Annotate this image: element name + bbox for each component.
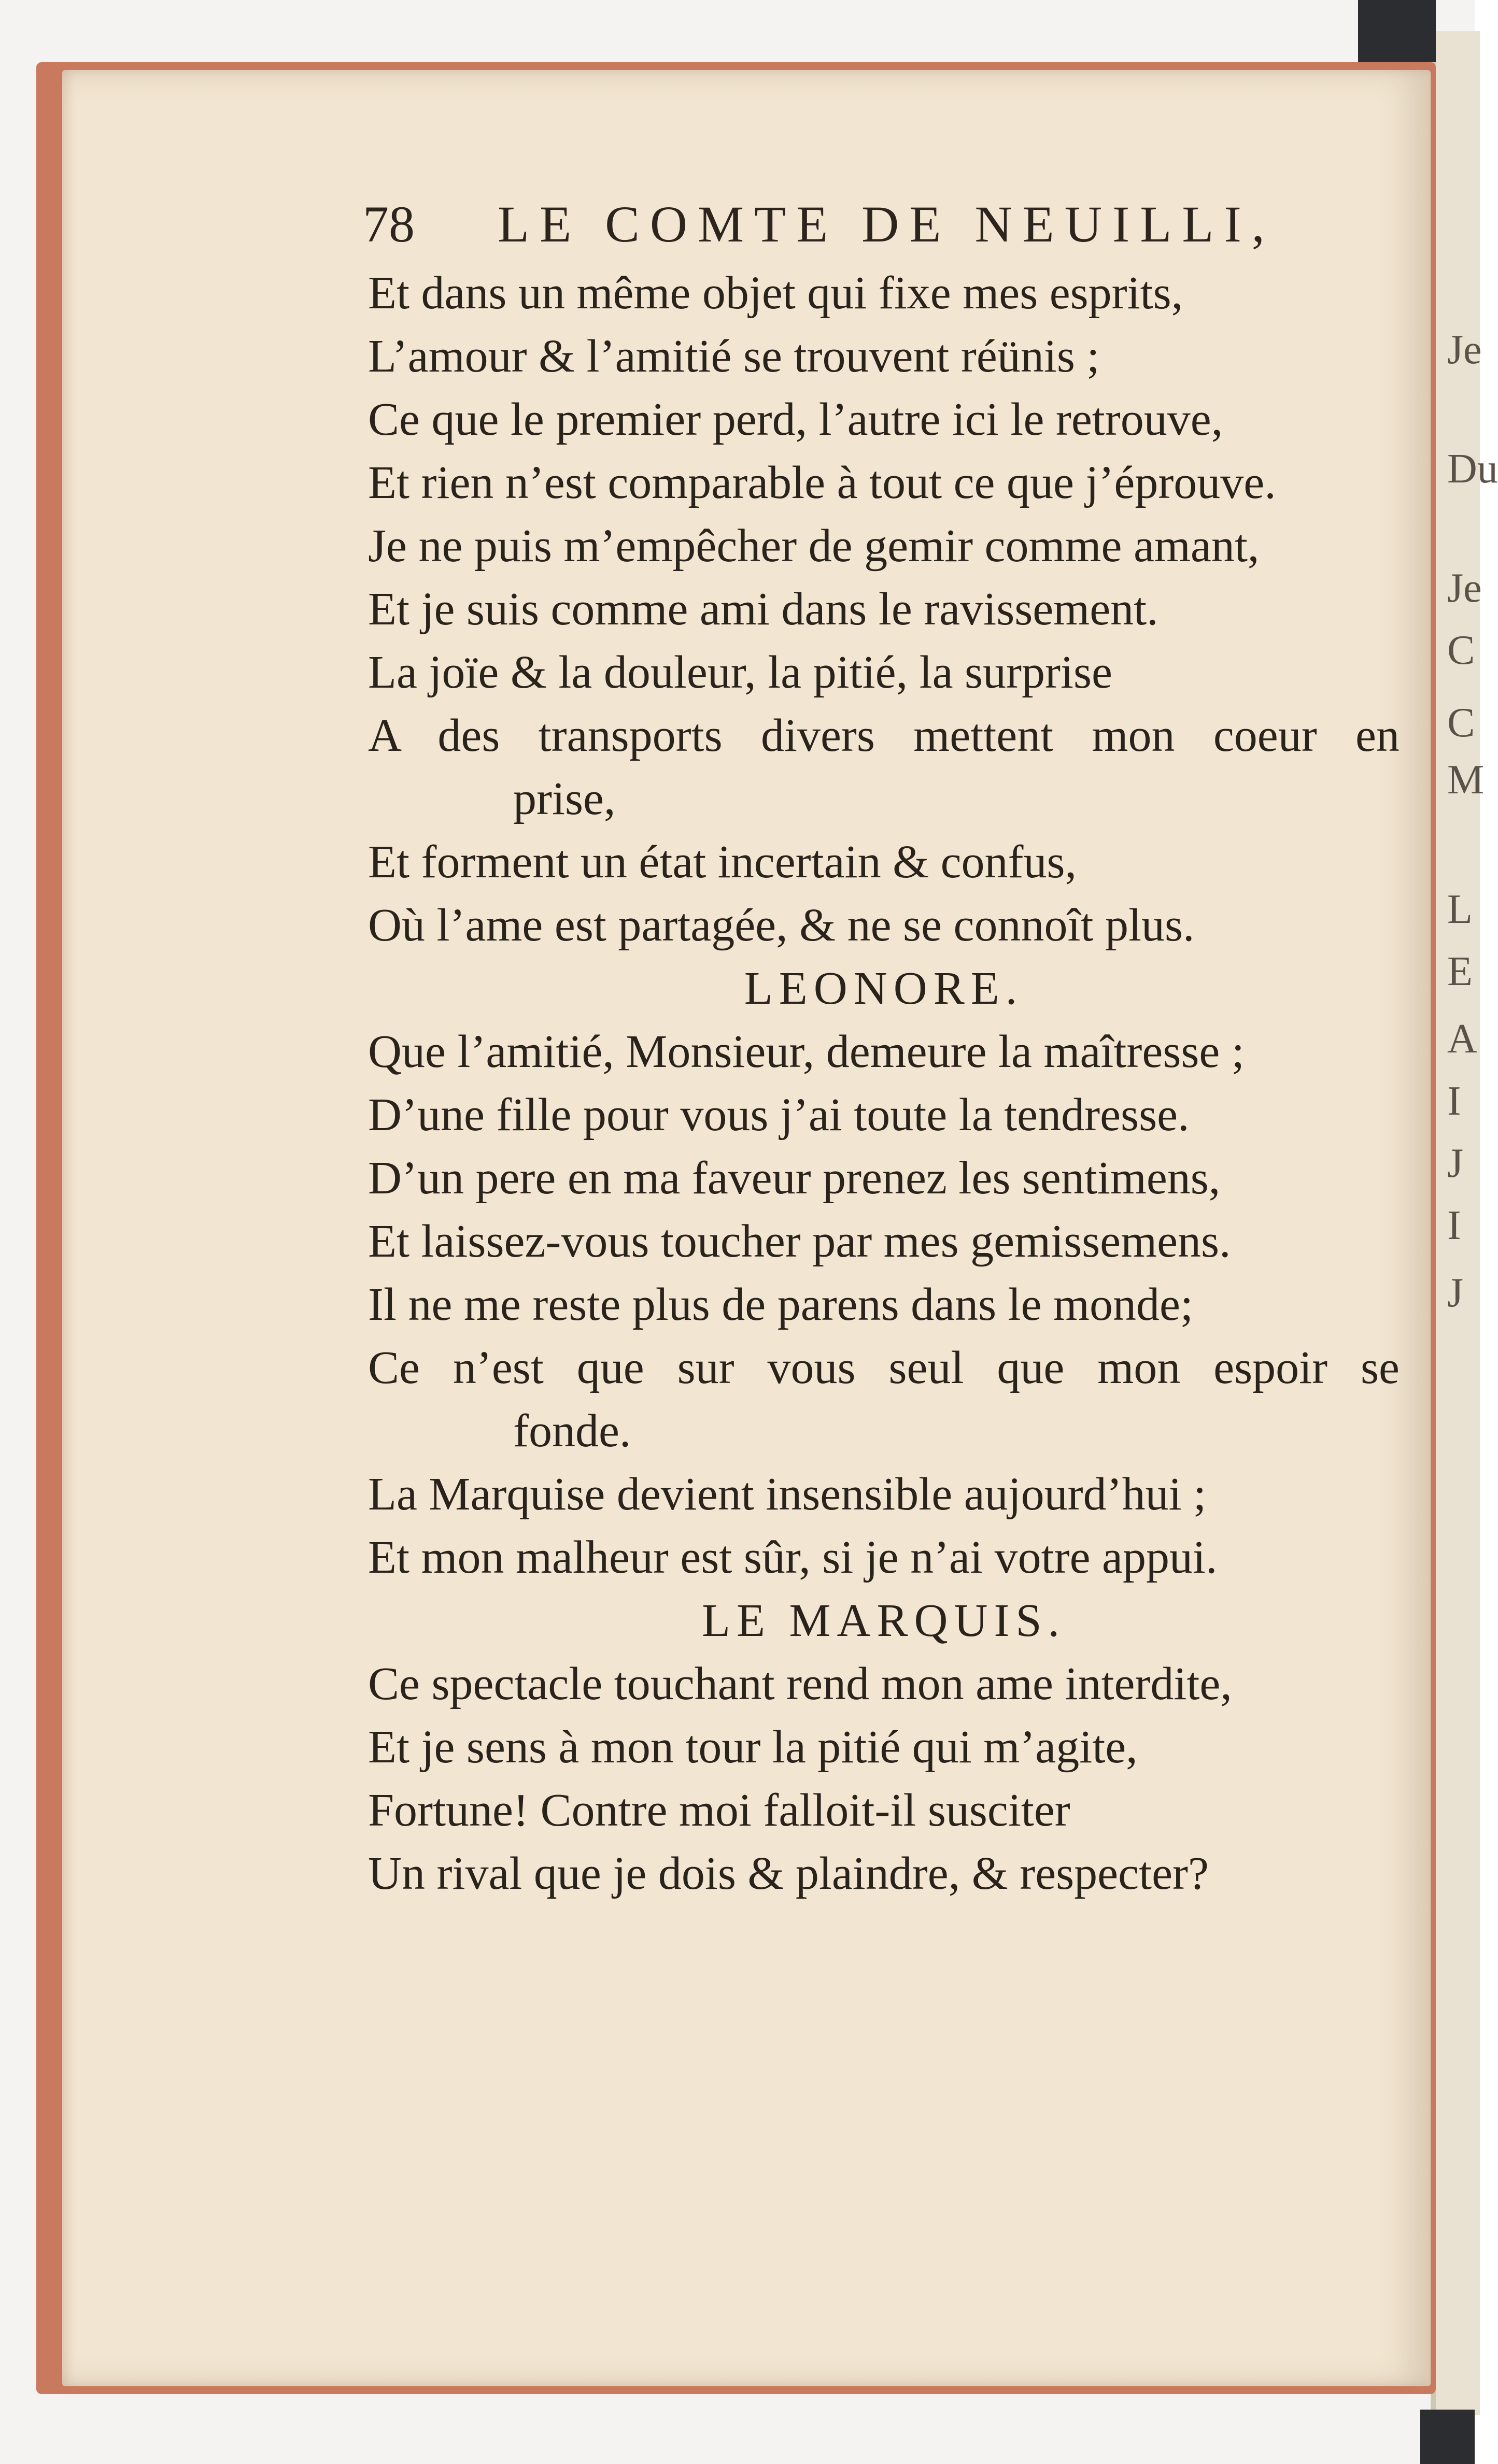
- verse-line: Où l’ame est partagée, & ne se connoît plus.: [368, 900, 1195, 951]
- verse-line: La joïe & la douleur, la pitié, la surprise: [368, 647, 1112, 698]
- adjacent-fragment: A: [1447, 1016, 1477, 1062]
- verse-line: Et laissez-vous toucher par mes gemissemens.: [368, 1216, 1231, 1267]
- adjacent-fragment: M: [1447, 757, 1485, 803]
- verse-line: Et je sens à mon tour la pitié qui m’agite,: [368, 1721, 1138, 1773]
- adjacent-fragment: C: [1447, 628, 1475, 673]
- page-number: 78: [363, 195, 415, 253]
- verse-line: Et je suis comme ami dans le ravissement.: [368, 583, 1158, 635]
- verse-text-block: [368, 262, 1400, 1905]
- adjacent-fragment: C: [1447, 700, 1475, 746]
- verse-line: D’un pere en ma faveur prenez les sentimens,: [368, 1152, 1221, 1204]
- verse-line: Un rival que je dois & plaindre, & respecter?: [368, 1848, 1209, 1899]
- verse-continuation: fonde.: [513, 1405, 631, 1457]
- verse-line: Et forment un état incertain & confus,: [368, 836, 1077, 888]
- verse-line: Et rien n’est comparable à tout ce que j’éprouve.: [368, 457, 1276, 508]
- verse-line: Il ne me reste plus de parens dans le monde;: [368, 1279, 1194, 1330]
- verse-continuation: prise,: [513, 773, 616, 824]
- verse-line: A des transports divers mettent mon coeur en: [368, 710, 1400, 761]
- verse-line: Que l’amitié, Monsieur, demeure la maîtresse ;: [368, 1026, 1245, 1077]
- verse-line: Et mon malheur est sûr, si je n’ai votre appui.: [368, 1532, 1218, 1583]
- running-title: LE COMTE DE NEUILLI,: [498, 195, 1275, 253]
- verse-line: Je ne puis m’empêcher de gemir comme amant,: [368, 520, 1260, 572]
- adjacent-fragment: J: [1447, 1270, 1464, 1316]
- book-clamp-top: [1358, 0, 1436, 62]
- adjacent-page-edge: [1431, 31, 1498, 2415]
- verse-line: La Marquise devient insensible aujourd’hui ;: [368, 1469, 1207, 1520]
- adjacent-fragment: E: [1447, 949, 1473, 994]
- verse-line: Fortune! Contre moi falloit-il susciter: [368, 1785, 1070, 1836]
- adjacent-fragment: L: [1447, 887, 1473, 932]
- verse-line: L’amour & l’amitié se trouvent réünis ;: [368, 331, 1100, 382]
- adjacent-fragment: I: [1447, 1078, 1461, 1124]
- book-clamp-bottom: [1420, 2410, 1475, 2464]
- adjacent-fragment: Du: [1447, 446, 1498, 492]
- verse-line: Ce n’est que sur vous seul que mon espoir se: [368, 1342, 1400, 1393]
- adjacent-fragment: J: [1447, 1141, 1464, 1186]
- verse-line: Et dans un même objet qui fixe mes esprits,: [368, 267, 1183, 319]
- verse-line: D’une fille pour vous j’ai toute la tendresse.: [368, 1089, 1190, 1141]
- speaker-name: LEONORE.: [744, 963, 1024, 1014]
- adjacent-fragment: I: [1447, 1203, 1461, 1248]
- verse-line: Ce spectacle touchant rend mon ame interdite,: [368, 1658, 1232, 1710]
- adjacent-fragment: Je: [1447, 327, 1482, 373]
- running-header: [363, 194, 1348, 262]
- adjacent-fragment: Je: [1447, 565, 1482, 611]
- speaker-name: LE MARQUIS.: [701, 1595, 1066, 1646]
- verse-line: Ce que le premier perd, l’autre ici le retrouve,: [368, 394, 1223, 445]
